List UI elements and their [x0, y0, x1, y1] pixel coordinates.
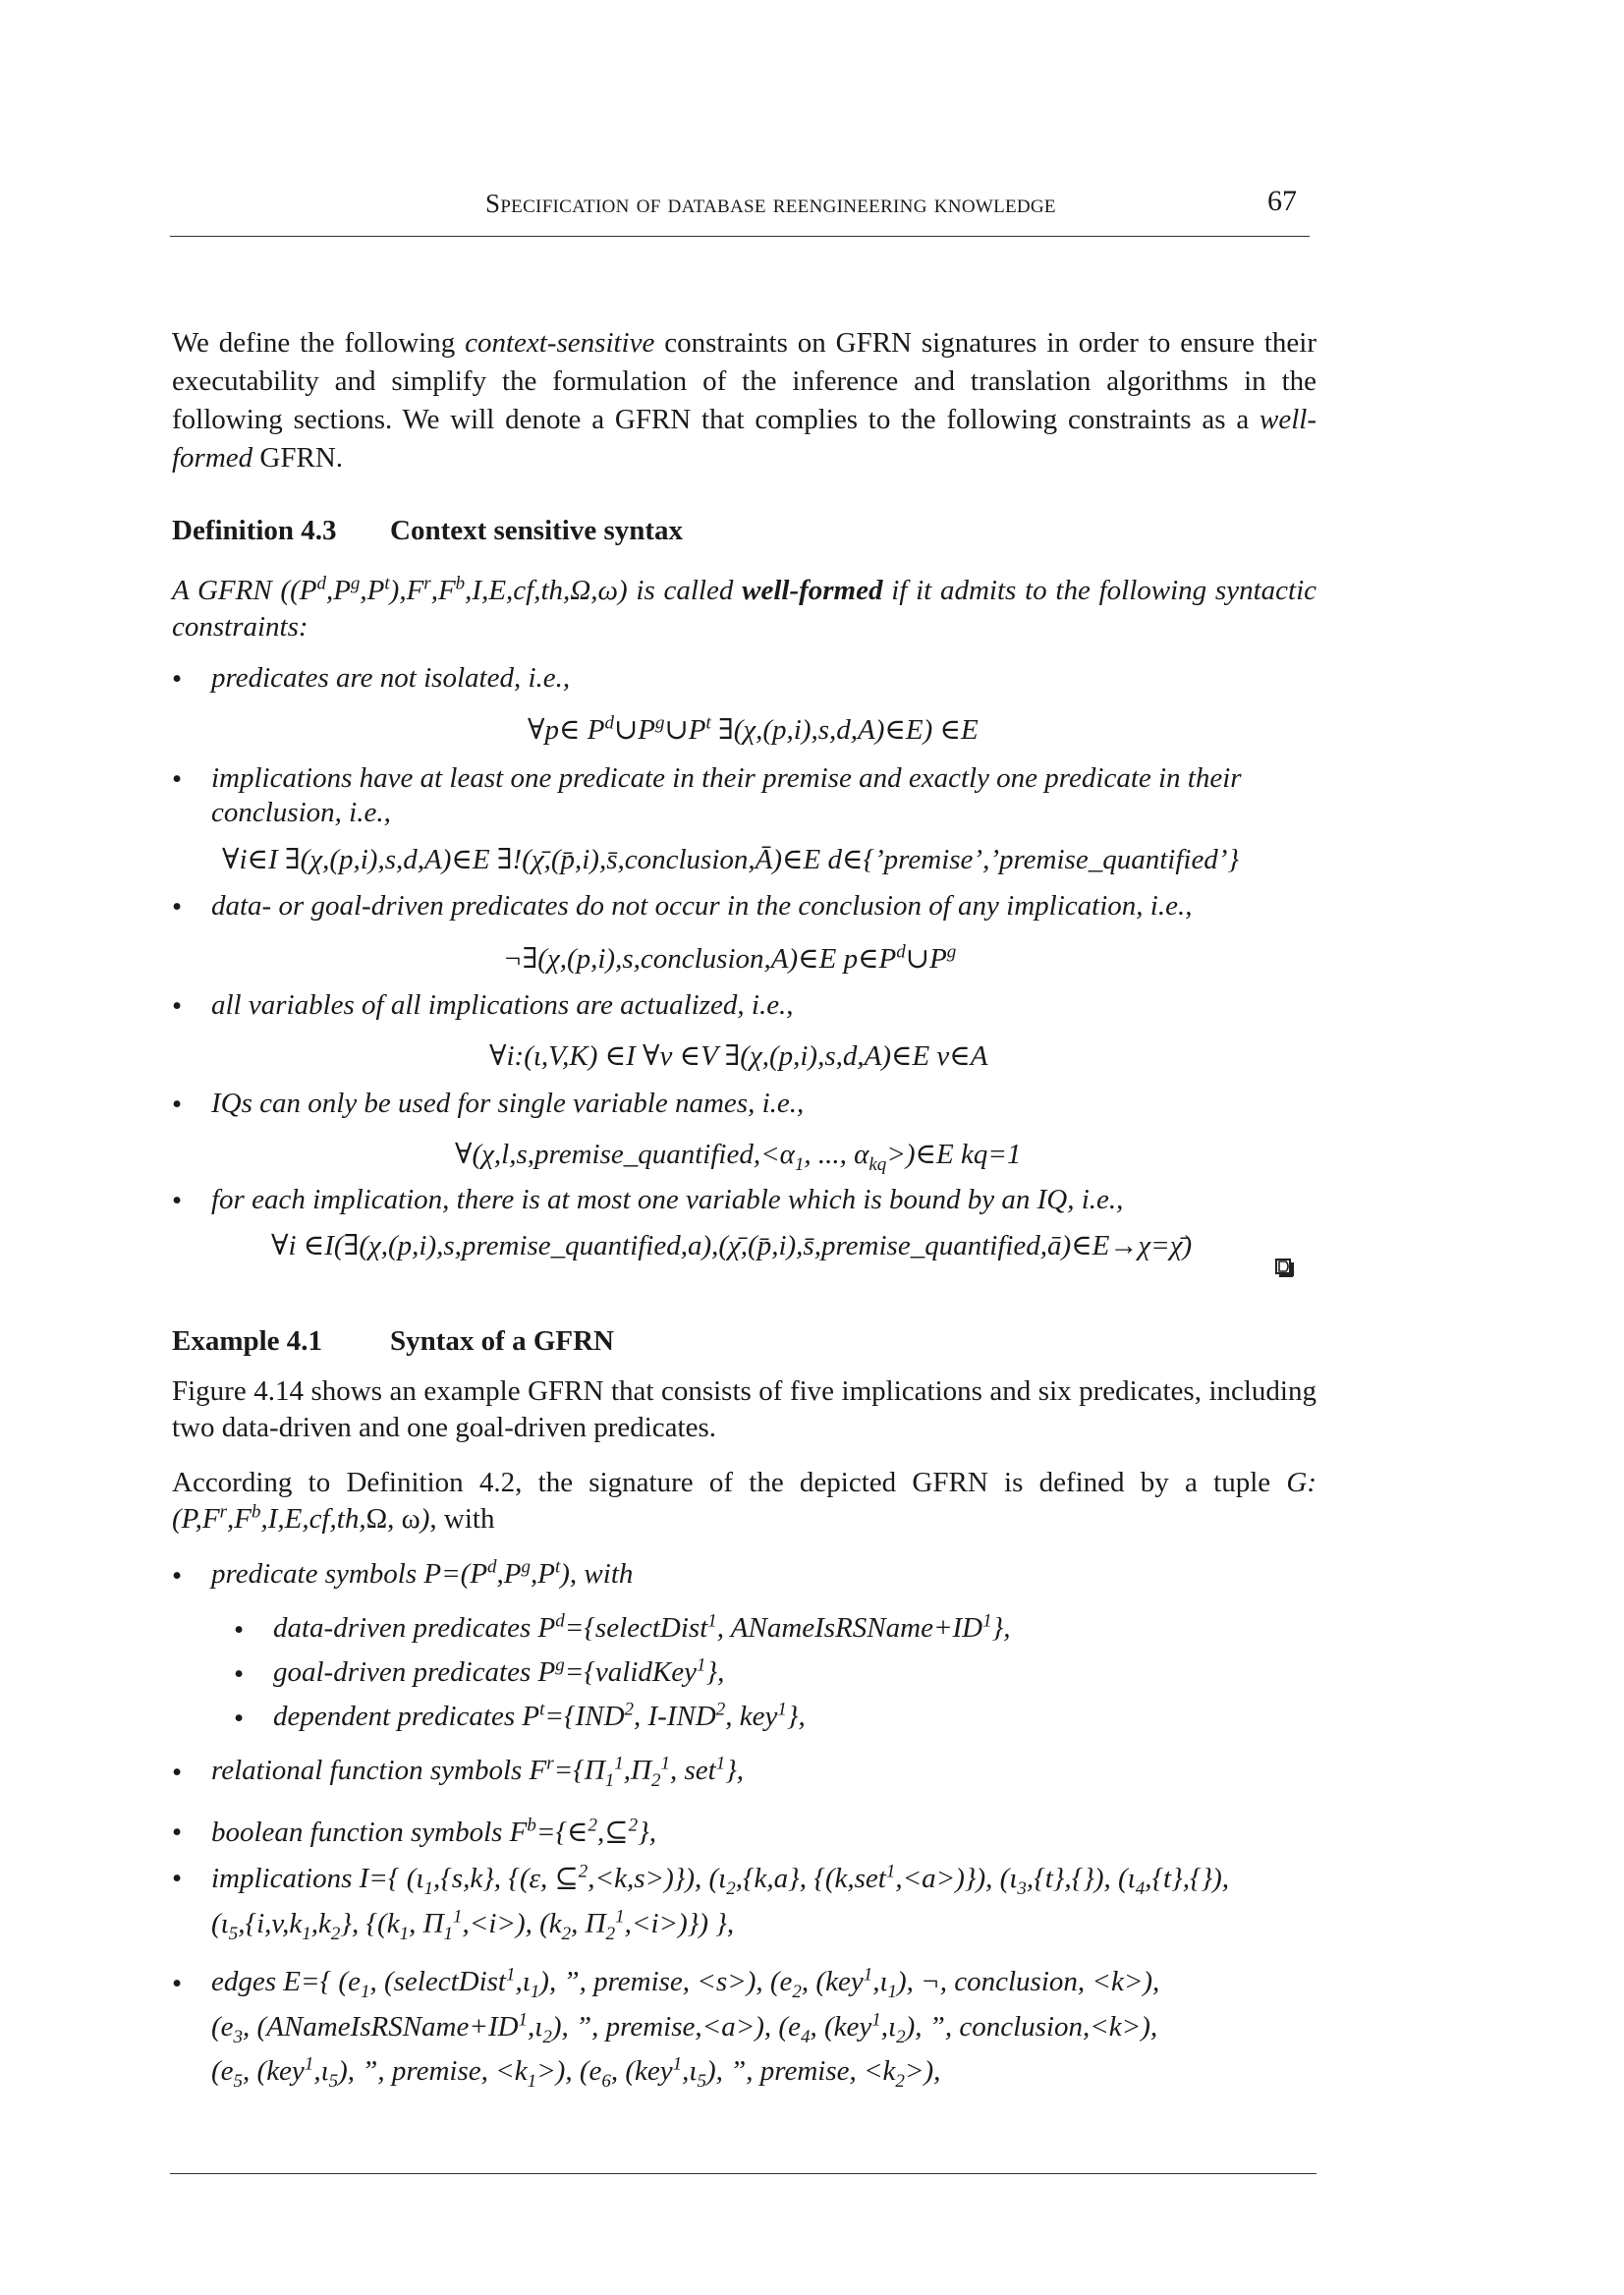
- def-bullet-2: implications have at least one predicate in their premise and exactly one predicate in their conclusion, i.e.,: [211, 762, 1242, 828]
- example-edges-cont-1: ($e_3$, $(ANameIsRSName+ID^1,\iota_2)$, ”, premise,<a>), ($e_4$, $(key^1,\iota_2)$, ”, conclusion,<k>),: [211, 2009, 1158, 2047]
- bullet-marker: •: [172, 891, 183, 923]
- sub-bullet-marker: •: [234, 1614, 245, 1646]
- definition-lead: A GFRN $((P^d,P^g,P^t),F^r,F^b,I,E,cf,th,\Omega,\omega)$ is called well-formed if it admits to the following syntactic constraints:: [172, 573, 1316, 643]
- example-bullet-boolean: boolean function symbols $F^b=\{\in^2,⊆^2\}$,: [211, 1815, 656, 1848]
- formula-6: ∀i ∈I(∃(χ,(p,i),s,premise_quantified,a),(χ̄,(p̄,i),s̄,premise_quantified,ā)∈E→χ=χ̄): [271, 1230, 1193, 1261]
- bullet-marker: •: [172, 1757, 183, 1788]
- definition-heading: [172, 515, 683, 547]
- sub-bullet-marker: •: [234, 1703, 245, 1734]
- running-header-title: Specification of database reengineering knowledge: [485, 189, 1056, 218]
- sub-bullet-goal-driven: goal-driven predicates $P^g=\{validKey^1\}$,: [273, 1654, 725, 1688]
- bullet-marker: •: [172, 1817, 183, 1848]
- definition-number: Definition 4.3: [172, 515, 337, 546]
- example-paragraph-1: Figure 4.14 shows an example GFRN that consists of five implications and six predicates, including two data-driven and one goal-driven predicates.: [172, 1375, 1316, 1443]
- bullet-marker: •: [172, 1863, 183, 1894]
- def-bullet-4: all variables of all implications are actualized, i.e.,: [211, 989, 794, 1021]
- example-title: Syntax of a GFRN: [390, 1325, 614, 1357]
- sub-bullet-data-driven: data-driven predicates $P^d=\{selectDist^1$, $ANameIsRSName+ID^1$},: [273, 1610, 1011, 1644]
- bullet-marker: •: [172, 990, 183, 1022]
- running-header: [170, 181, 1310, 237]
- example-bullet-edges: edges E={ ($e_1$, $(selectDist^1,\iota_1)$, ”, premise, <s>), ($e_2$, $(key^1,\iota_1)$, ¬, conclusion, <k>),: [211, 1964, 1160, 2002]
- example-number: Example 4.1: [172, 1325, 323, 1357]
- bullet-marker: •: [172, 1089, 183, 1120]
- def-bullet-1: predicates are not isolated, i.e.,: [211, 662, 571, 694]
- formula-2: ∀i∈I ∃(χ,(p,i),s,d,A)∈E ∃!(χ̄,(p̄,i),s̄,conclusion,Ā)∈E d∈{’premise’,’premise_quantified’}: [222, 844, 1240, 875]
- bullet-marker: •: [172, 663, 183, 695]
- def-bullet-3: data- or goal-driven predicates do not occur in the conclusion of any implication, i.e.,: [211, 890, 1193, 922]
- def-bullet-5: IQs can only be used for single variable names, i.e.,: [211, 1088, 805, 1119]
- bullet-marker: •: [172, 1968, 183, 1999]
- sub-bullet-marker: •: [234, 1658, 245, 1690]
- bullet-marker: •: [172, 763, 183, 795]
- formula-5: $\forall(\chi,l,s,premise\_quantified,<\alpha_1$, ..., $\alpha_{kq}>)\in E$ kq=1: [455, 1139, 1022, 1175]
- page-number: 67: [1267, 185, 1297, 217]
- example-bullet-implications: implications I={ ($\iota_1,\{s,k\}$, {(ε, ⊆$^2$,<k,s>)}), ($\iota_2,\{k,a\}$, {(k,set$^1$,<a>)}), $(\iota_3,\{t\},\{\})$, $(\iota_4,\{t\},\{\})$,: [211, 1861, 1230, 1899]
- footer-rule: [170, 2173, 1316, 2174]
- end-of-definition-icon: [1275, 1259, 1295, 1278]
- definition-title: Context sensitive syntax: [390, 515, 684, 546]
- formula-3: ¬∃(χ,(p,i),s,conclusion,A)∈E $p\in P^d\cup P^g$: [503, 941, 957, 975]
- bullet-marker: •: [172, 1560, 183, 1592]
- def-bullet-6: for each implication, there is at most one variable which is bound by an IQ, i.e.,: [211, 1184, 1124, 1215]
- example-edges-cont-2: ($e_5$, $(key^1,\iota_5)$, ”, premise, $<k_1>$), ($e_6$, $(key^1,\iota_5)$, ”, premise, $<k_2>$),: [211, 2053, 941, 2092]
- intro-paragraph: We define the following context-sensitive constraints on GFRN signatures in order to ensure their executability and simplify the formulation of the inference and translation algorithms in the following sections. We will denote a GFRN that complies to the following constraints as a well-formed GFRN.: [172, 327, 1316, 474]
- formula-4: ∀i:(ι,V,K) ∈I ∀v ∈V ∃(χ,(p,i),s,d,A)∈E v∈A: [489, 1040, 988, 1072]
- formula-1: ∀p∈ $P^d\cup P^g\cup P^t$ ∃(χ,(p,i),s,d,A)∈E) ∈E: [528, 712, 979, 746]
- example-heading: [172, 1325, 614, 1358]
- example-paragraph-2: According to Definition 4.2, the signature of the depicted GFRN is defined by a tuple $G:(P,F^r,F^b,I,E,cf,th,\Omega$, ω), with: [172, 1467, 1316, 1535]
- example-implications-cont: ($\iota_5,\{i,v,k_1,k_2\}$, {($k_1$, $\Pi_1^1,<i>$), ($k_2$, $\Pi_2^1,<i>$)}) },: [211, 1906, 735, 1944]
- example-bullet-predicates: predicate symbols $P=(P^d,P^g,P^t)$, with: [211, 1556, 634, 1590]
- sub-bullet-dependent: dependent predicates $P^t=\{IND^2$, I-IND$^2$, key$^1$},: [273, 1699, 806, 1732]
- bullet-marker: •: [172, 1185, 183, 1216]
- example-bullet-relational: relational function symbols $F^r=\{\Pi_1^1,\Pi_2^1$, set$^1$},: [211, 1753, 745, 1791]
